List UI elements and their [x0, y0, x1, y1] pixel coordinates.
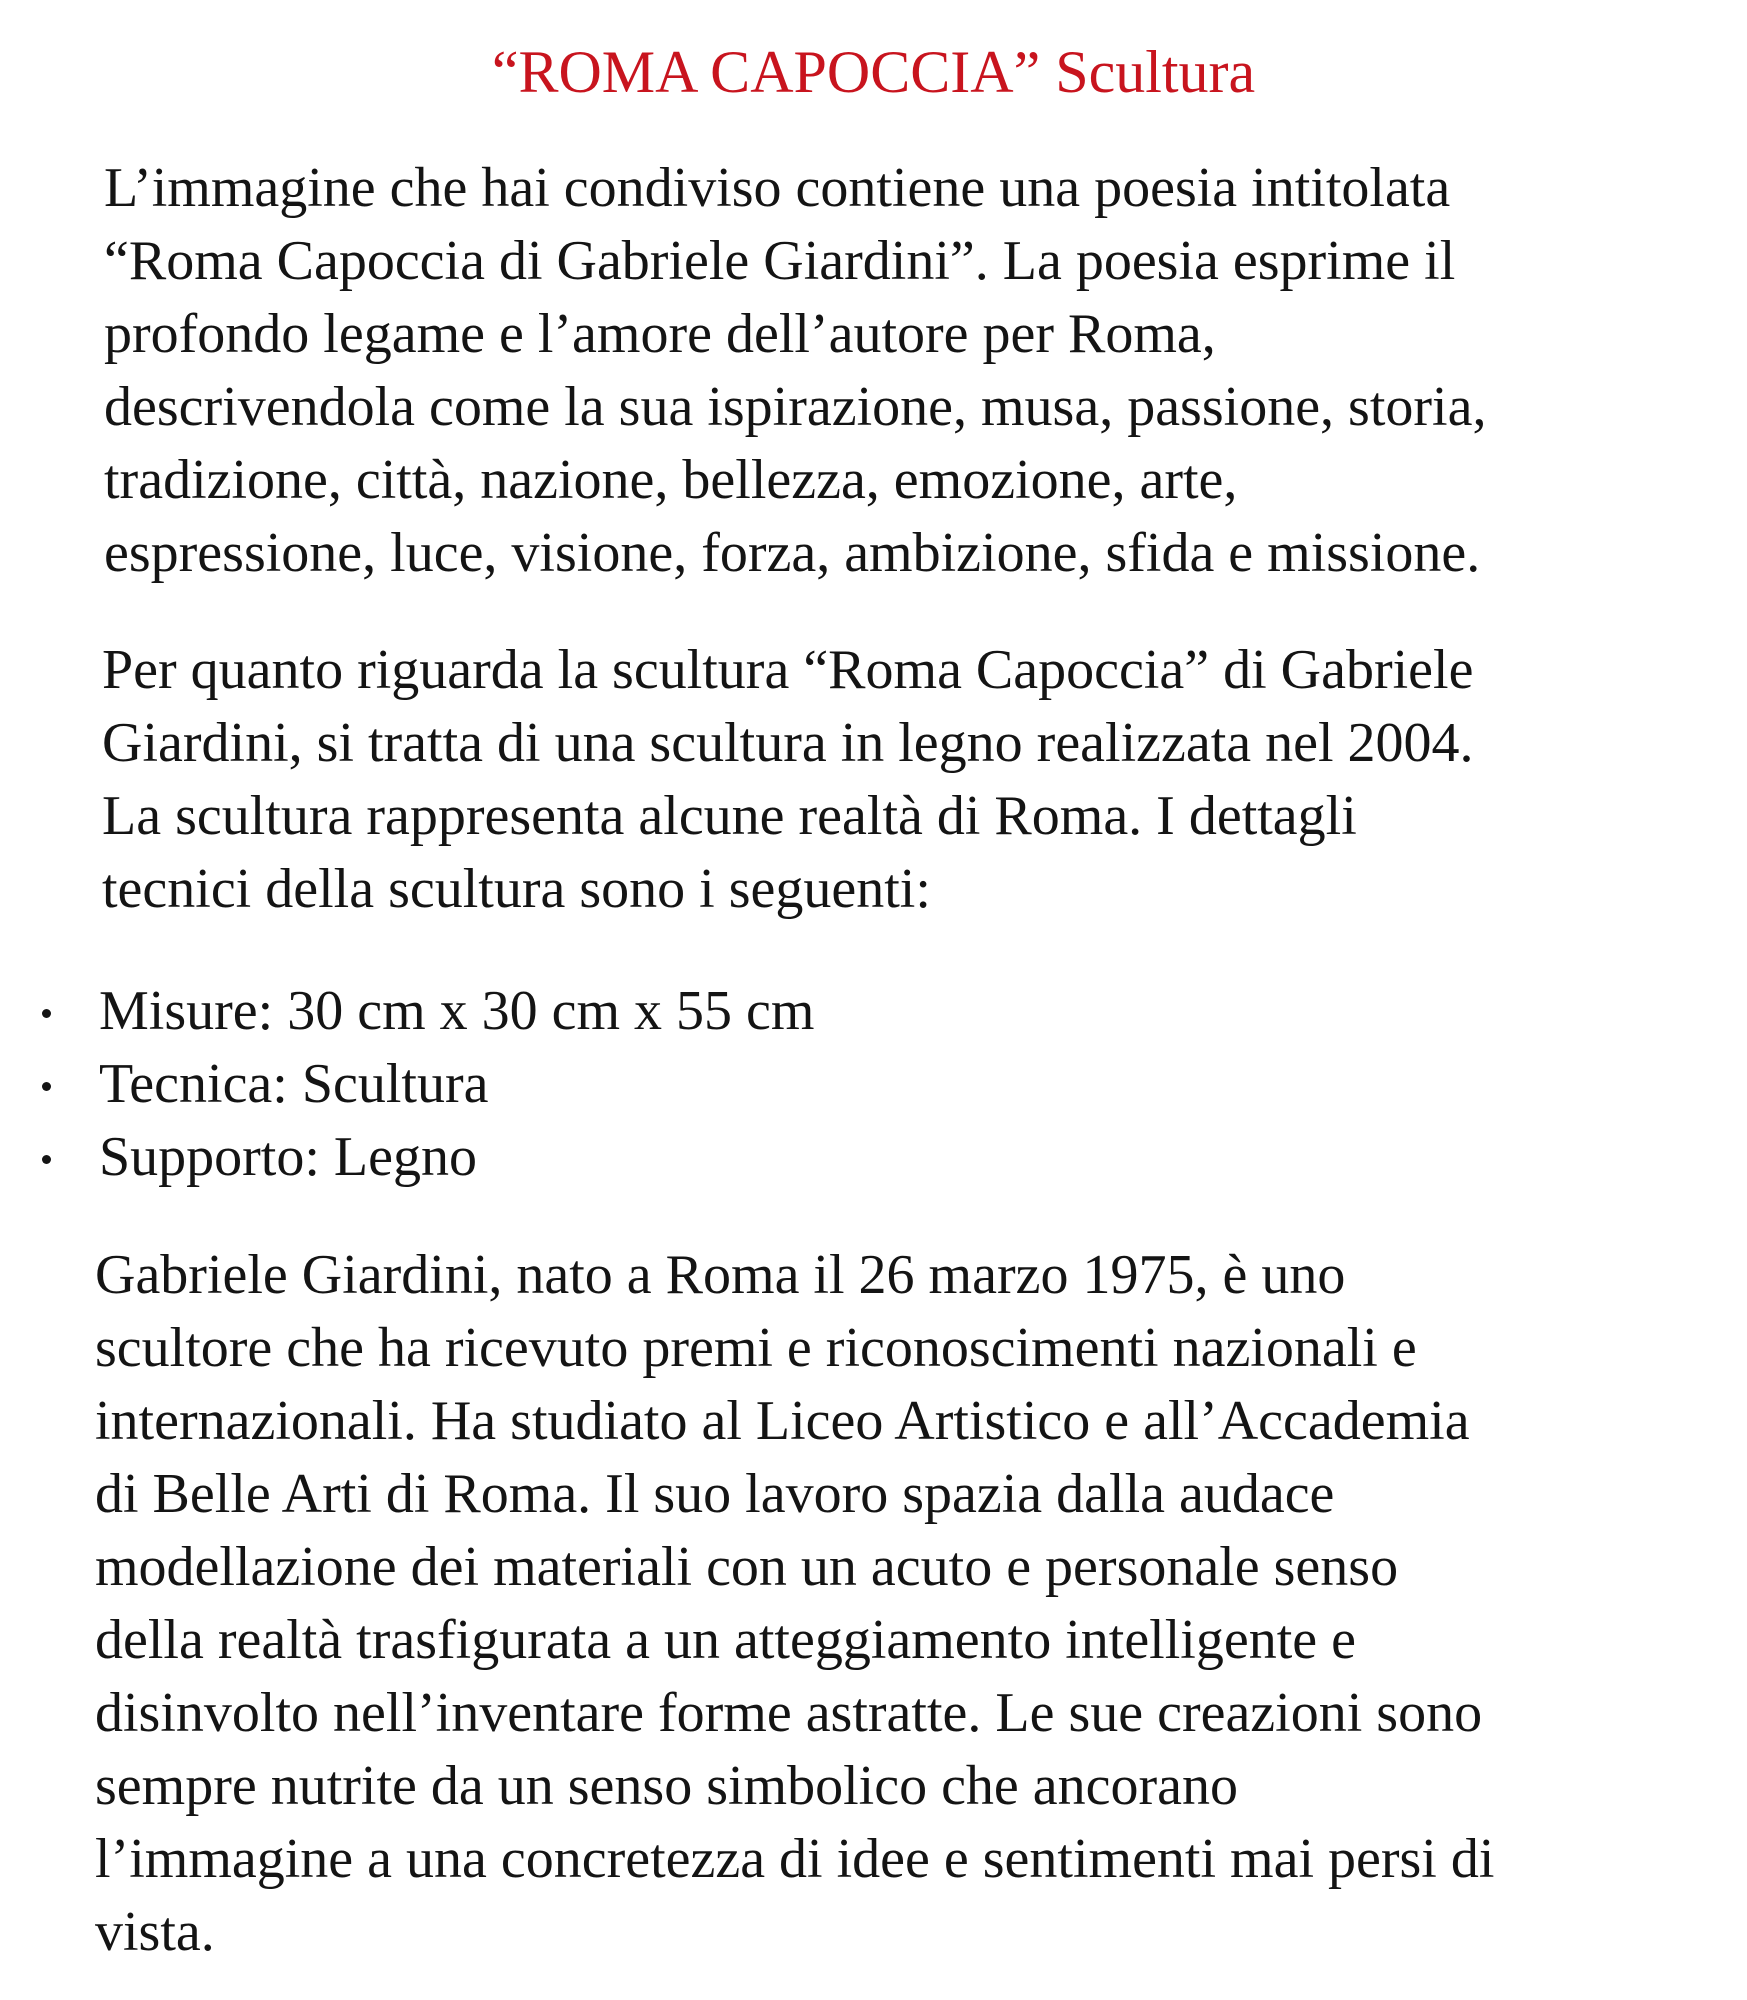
paragraph-line: l’immagine a una concretezza di idee e sentimenti mai persi di	[95, 1828, 1495, 1890]
paragraph-line: Per quanto riguarda la scultura “Roma Capoccia” di Gabriele	[102, 639, 1474, 701]
paragraph-line: Gabriele Giardini, nato a Roma il 26 marzo 1975, è uno	[95, 1244, 1346, 1306]
paragraph-line: modellazione dei materiali con un acuto e personale senso	[95, 1536, 1399, 1598]
list-item	[0, 1121, 814, 1194]
paragraph-line: L’immagine che hai condiviso contiene una poesia intitolata	[104, 157, 1451, 219]
detail-support: Supporto: Legno	[99, 1126, 477, 1188]
list-item	[0, 1048, 814, 1121]
paragraph-line: Giardini, si tratta di una scultura in legno realizzata nel 2004.	[102, 712, 1474, 774]
bullet-icon	[42, 1082, 51, 1091]
page-title: “ROMA CAPOCCIA” Scultura	[491, 39, 1256, 105]
bullet-icon	[42, 1009, 51, 1018]
paragraph-line: La scultura rappresenta alcune realtà di Roma. I dettagli	[102, 785, 1357, 847]
paragraph-line: disinvolto nell’inventare forme astratte. Le sue creazioni sono	[95, 1682, 1483, 1744]
paragraph-line: tradizione, città, nazione, bellezza, emozione, arte,	[104, 449, 1238, 511]
bullet-icon	[42, 1155, 51, 1164]
paragraph-line: sempre nutrite da un senso simbolico che ancorano	[95, 1755, 1238, 1817]
sculpture-description-paragraph	[102, 634, 1474, 926]
paragraph-line: internazionali. Ha studiato al Liceo Artistico e all’Accademia	[95, 1390, 1470, 1452]
paragraph-line: tecnici della scultura sono i seguenti:	[102, 858, 931, 920]
detail-measures: Misure: 30 cm x 30 cm x 55 cm	[99, 980, 815, 1042]
detail-technique: Tecnica: Scultura	[99, 1053, 489, 1115]
paragraph-line: di Belle Arti di Roma. Il suo lavoro spazia dalla audace	[95, 1463, 1335, 1525]
list-item	[0, 975, 814, 1048]
paragraph-line: della realtà trasfigurata a un atteggiamento intelligente e	[95, 1609, 1356, 1671]
poem-description-paragraph	[104, 152, 1486, 590]
paragraph-line: profondo legame e l’amore dell’autore per Roma,	[104, 303, 1216, 365]
paragraph-line: vista.	[95, 1901, 215, 1963]
paragraph-line: espressione, luce, visione, forza, ambizione, sfida e missione.	[104, 522, 1481, 584]
artist-biography-paragraph	[95, 1239, 1494, 1969]
paragraph-line: “Roma Capoccia di Gabriele Giardini”. La poesia esprime il	[104, 230, 1456, 292]
paragraph-line: descrivendola come la sua ispirazione, musa, passione, storia,	[104, 376, 1487, 438]
technical-details-list	[0, 975, 814, 1194]
paragraph-line: scultore che ha ricevuto premi e riconoscimenti nazionali e	[95, 1317, 1417, 1379]
